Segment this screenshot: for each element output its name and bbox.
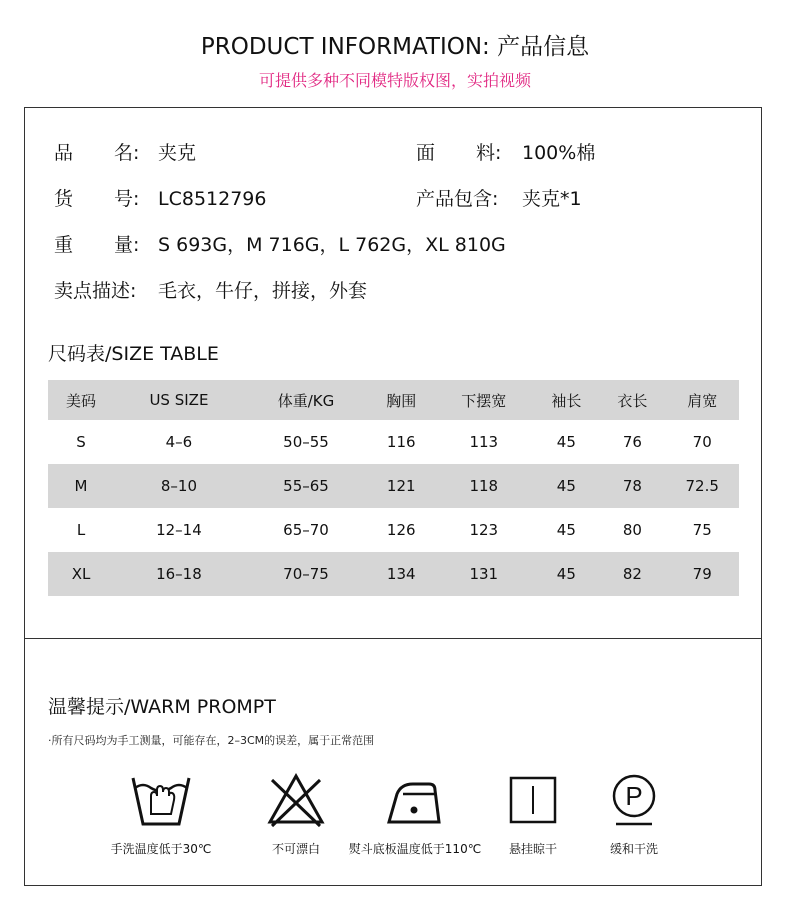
info-label: 货: [54, 188, 74, 210]
measurement-note: ·所有尺码均为手工测量，可能存在，2–3CM的误差，属于正常范围: [48, 734, 375, 747]
info-row-name: [54, 138, 196, 165]
care-label: 缓和干洗: [609, 842, 658, 856]
table-header-cell: 下摆宽: [434, 380, 533, 420]
care-label: 手洗温度低于30℃: [110, 842, 212, 856]
size-table: [48, 380, 739, 596]
table-cell: 45: [533, 464, 599, 508]
table-cell: 8–10: [114, 464, 244, 508]
info-label: 产品包含:: [416, 188, 499, 210]
table-header-cell: 肩宽: [665, 380, 739, 420]
info-row-item-number: [54, 184, 266, 211]
info-row-includes: [416, 184, 582, 211]
care-label: 熨斗底板温度低于110℃: [348, 842, 482, 856]
table-cell: 65–70: [283, 521, 329, 539]
table-cell: 134: [368, 552, 434, 596]
table-header-cell: 体重/KG: [244, 380, 368, 420]
table-cell: 45: [556, 521, 576, 539]
table-cell: 4–6: [165, 433, 193, 451]
table-cell: 76: [622, 433, 642, 451]
table-cell: 131: [434, 552, 533, 596]
info-row-selling-points: [54, 276, 367, 303]
info-value: 毛衣，牛仔，拼接，外套: [158, 280, 368, 302]
table-cell: 78: [599, 464, 665, 508]
table-cell: 80: [622, 521, 642, 539]
table-cell: XL: [48, 552, 114, 596]
warm-prompt-title: 温馨提示/WARM PROMPT: [48, 696, 276, 718]
table-row: [48, 464, 739, 508]
size-table-title: 尺码表/SIZE TABLE: [48, 343, 219, 365]
table-cell: 116: [386, 433, 416, 451]
table-cell: M: [48, 464, 114, 508]
dry-clean-p-icon: [602, 770, 666, 830]
svg-text:P: P: [625, 781, 643, 811]
no-bleach-icon: [264, 770, 328, 830]
table-cell: 121: [368, 464, 434, 508]
table-cell: 72.5: [665, 464, 739, 508]
table-cell: 45: [533, 552, 599, 596]
care-item-dry-clean: [559, 770, 709, 857]
table-header-cell: US SIZE: [114, 380, 244, 420]
table-row: [48, 420, 739, 464]
table-cell: 12–14: [156, 521, 202, 539]
table-cell: 55–65: [244, 464, 368, 508]
table-header-cell: 衣长: [599, 380, 665, 420]
info-value: 夹克: [158, 142, 197, 164]
table-header-cell: 袖长: [533, 380, 599, 420]
info-label: 卖点描述:: [54, 280, 137, 302]
line-dry-icon: [501, 770, 565, 830]
table-cell: 82: [599, 552, 665, 596]
table-cell: 118: [434, 464, 533, 508]
table-row: [48, 552, 739, 596]
table-cell: 113: [469, 433, 499, 451]
info-value: 夹克*1: [522, 188, 582, 210]
info-label: 名:: [114, 142, 140, 164]
table-header-cell: 胸围: [368, 380, 434, 420]
table-cell: 123: [469, 521, 499, 539]
info-label: 料:: [476, 142, 502, 164]
section-divider: [24, 638, 762, 639]
info-value: 100%棉: [522, 142, 596, 164]
table-cell: 70–75: [244, 552, 368, 596]
info-label: 品: [54, 142, 74, 164]
info-label: 号:: [114, 188, 140, 210]
table-cell: 70: [692, 433, 712, 451]
page-subtitle: 可提供多种不同模特版权图，实拍视频: [258, 71, 531, 90]
table-cell: L: [76, 521, 86, 539]
care-label: 不可漂白: [271, 842, 320, 856]
page-title: PRODUCT INFORMATION: 产品信息: [200, 34, 590, 60]
info-row-fabric: [416, 138, 595, 165]
table-row: [48, 508, 739, 552]
table-cell: 50–55: [283, 433, 329, 451]
info-label: 面: [416, 142, 436, 164]
info-label: 量:: [114, 234, 140, 256]
table-cell: 16–18: [114, 552, 244, 596]
iron-low-icon: [383, 770, 447, 830]
info-value: LC8512796: [158, 188, 267, 210]
table-header-cell: 美码: [48, 380, 114, 420]
info-row-weight: [54, 230, 506, 257]
table-cell: 126: [386, 521, 416, 539]
care-item-hand-wash: [86, 770, 236, 857]
table-cell: 45: [556, 433, 576, 451]
table-cell: 79: [665, 552, 739, 596]
table-header-row: [48, 380, 739, 420]
info-label: 重: [54, 234, 74, 256]
table-cell: 75: [692, 521, 712, 539]
info-value: S 693G，M 716G，L 762G，XL 810G: [158, 234, 506, 256]
hand-wash-icon: [129, 770, 193, 830]
care-label: 悬挂晾干: [508, 842, 557, 856]
table-cell: S: [76, 433, 86, 451]
